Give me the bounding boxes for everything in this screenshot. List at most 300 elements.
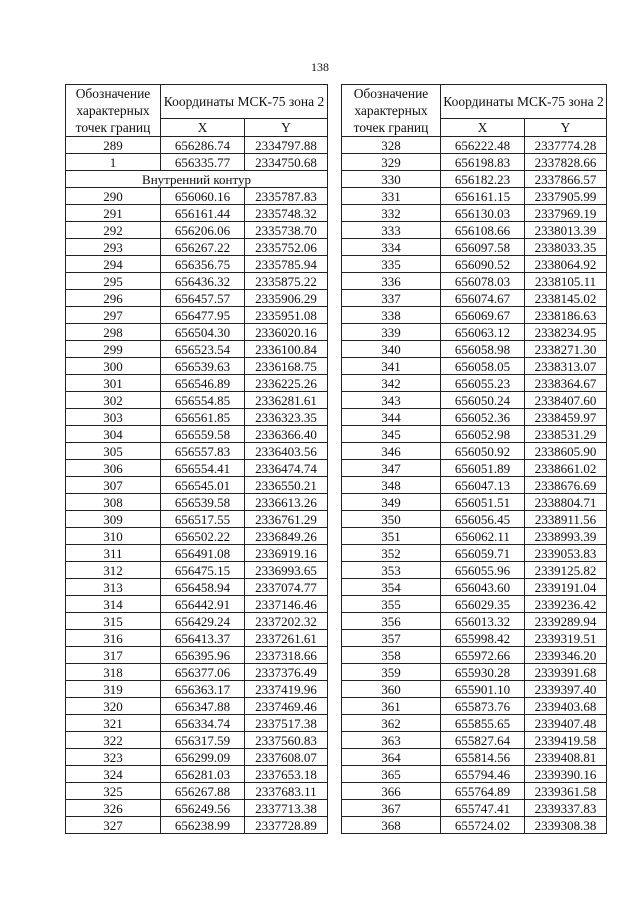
point-number: 359 xyxy=(342,664,441,681)
coord-x: 656457.57 xyxy=(161,290,245,307)
coord-x: 656317.59 xyxy=(161,732,245,749)
coord-y: 2335738.70 xyxy=(245,222,328,239)
point-number: 322 xyxy=(66,732,161,749)
coord-x: 656056.45 xyxy=(441,511,525,528)
point-number: 334 xyxy=(342,239,441,256)
point-number: 362 xyxy=(342,715,441,732)
point-number: 360 xyxy=(342,681,441,698)
coord-x: 655724.02 xyxy=(441,817,525,834)
table-row xyxy=(342,664,607,681)
coord-x: 656052.36 xyxy=(441,409,525,426)
coord-x: 656335.77 xyxy=(161,154,245,171)
point-number: 335 xyxy=(342,256,441,273)
point-number: 297 xyxy=(66,307,161,324)
coord-y: 2336919.16 xyxy=(245,545,328,562)
table-row xyxy=(342,239,607,256)
coord-x: 656047.13 xyxy=(441,477,525,494)
coord-x: 656198.83 xyxy=(441,154,525,171)
table-row xyxy=(342,205,607,222)
table-row xyxy=(66,256,328,273)
right-table-body xyxy=(342,137,607,834)
coord-x: 656475.15 xyxy=(161,562,245,579)
coord-x: 656413.37 xyxy=(161,630,245,647)
coord-x: 655747.41 xyxy=(441,800,525,817)
table-row xyxy=(66,528,328,545)
coord-x: 656458.94 xyxy=(161,579,245,596)
point-number: 354 xyxy=(342,579,441,596)
coord-x: 656429.24 xyxy=(161,613,245,630)
coord-x: 656539.63 xyxy=(161,358,245,375)
coord-x: 656050.24 xyxy=(441,392,525,409)
coord-y: 2337560.83 xyxy=(245,732,328,749)
table-row xyxy=(66,222,328,239)
table-row xyxy=(66,579,328,596)
table-row xyxy=(342,358,607,375)
table-row xyxy=(342,783,607,800)
point-number: 346 xyxy=(342,443,441,460)
point-number: 326 xyxy=(66,800,161,817)
table-row xyxy=(342,817,607,834)
coord-x: 656539.58 xyxy=(161,494,245,511)
point-number: 315 xyxy=(66,613,161,630)
coord-y: 2339391.68 xyxy=(525,664,607,681)
table-row xyxy=(342,681,607,698)
point-number: 306 xyxy=(66,460,161,477)
coord-x: 656267.88 xyxy=(161,783,245,800)
point-number: 299 xyxy=(66,341,161,358)
table-row xyxy=(66,137,328,154)
point-number: 303 xyxy=(66,409,161,426)
coord-y: 2339053.83 xyxy=(525,545,607,562)
table-row xyxy=(342,596,607,613)
coord-x: 656436.32 xyxy=(161,273,245,290)
coord-y: 2335748.32 xyxy=(245,205,328,222)
point-number: 290 xyxy=(66,188,161,205)
table-row xyxy=(66,426,328,443)
table-row xyxy=(66,630,328,647)
point-number: 291 xyxy=(66,205,161,222)
table-row xyxy=(66,154,328,171)
table-row xyxy=(66,409,328,426)
coord-x: 656051.51 xyxy=(441,494,525,511)
coord-x: 656545.01 xyxy=(161,477,245,494)
header-coordinates: Координаты МСК-75 зона 2 xyxy=(161,85,328,119)
point-number: 339 xyxy=(342,324,441,341)
point-number: 355 xyxy=(342,596,441,613)
table-row xyxy=(66,766,328,783)
point-number: 345 xyxy=(342,426,441,443)
coord-y: 2336168.75 xyxy=(245,358,328,375)
point-number: 357 xyxy=(342,630,441,647)
table-row xyxy=(342,273,607,290)
point-number: 323 xyxy=(66,749,161,766)
coord-y: 2335785.94 xyxy=(245,256,328,273)
table-row xyxy=(66,375,328,392)
table-row xyxy=(66,698,328,715)
coord-y: 2338407.60 xyxy=(525,392,607,409)
coord-x: 656097.58 xyxy=(441,239,525,256)
coord-x: 656078.03 xyxy=(441,273,525,290)
coord-x: 656055.23 xyxy=(441,375,525,392)
point-number: 311 xyxy=(66,545,161,562)
table-row xyxy=(66,341,328,358)
table-row xyxy=(66,307,328,324)
header-y: Y xyxy=(245,119,328,137)
point-number: 329 xyxy=(342,154,441,171)
coord-x: 656477.95 xyxy=(161,307,245,324)
coord-x: 656029.35 xyxy=(441,596,525,613)
point-number: 314 xyxy=(66,596,161,613)
coord-x: 656161.15 xyxy=(441,188,525,205)
coord-y: 2338364.67 xyxy=(525,375,607,392)
table-row xyxy=(66,664,328,681)
point-number: 310 xyxy=(66,528,161,545)
coord-x: 656050.92 xyxy=(441,443,525,460)
table-row xyxy=(342,324,607,341)
point-number: 365 xyxy=(342,766,441,783)
coord-x: 656052.98 xyxy=(441,426,525,443)
coord-x: 656249.56 xyxy=(161,800,245,817)
coord-y: 2337608.07 xyxy=(245,749,328,766)
coord-y: 2334797.88 xyxy=(245,137,328,154)
table-row xyxy=(342,154,607,171)
point-number: 353 xyxy=(342,562,441,579)
table-row xyxy=(342,307,607,324)
coord-x: 656299.09 xyxy=(161,749,245,766)
coord-y: 2338033.35 xyxy=(525,239,607,256)
coord-y: 2339337.83 xyxy=(525,800,607,817)
coord-y: 2335875.22 xyxy=(245,273,328,290)
point-number: 289 xyxy=(66,137,161,154)
coord-y: 2334750.68 xyxy=(245,154,328,171)
coord-y: 2338234.95 xyxy=(525,324,607,341)
coord-x: 655814.56 xyxy=(441,749,525,766)
table-row xyxy=(342,460,607,477)
table-row xyxy=(342,545,607,562)
coord-y: 2338313.07 xyxy=(525,358,607,375)
coord-y: 2337728.89 xyxy=(245,817,328,834)
page-number: 138 xyxy=(311,60,329,74)
coord-y: 2338145.02 xyxy=(525,290,607,307)
coord-x: 656058.05 xyxy=(441,358,525,375)
coord-x: 656267.22 xyxy=(161,239,245,256)
coord-y: 2339407.48 xyxy=(525,715,607,732)
point-number: 330 xyxy=(342,171,441,188)
coord-y: 2337713.38 xyxy=(245,800,328,817)
coord-y: 2336474.74 xyxy=(245,460,328,477)
coord-y: 2337905.99 xyxy=(525,188,607,205)
coord-y: 2336849.26 xyxy=(245,528,328,545)
coord-y: 2337419.96 xyxy=(245,681,328,698)
table-row xyxy=(342,562,607,579)
coord-x: 655794.46 xyxy=(441,766,525,783)
point-number: 361 xyxy=(342,698,441,715)
table-row xyxy=(66,749,328,766)
coord-y: 2339236.42 xyxy=(525,596,607,613)
table-row xyxy=(66,239,328,256)
coord-y: 2338993.39 xyxy=(525,528,607,545)
point-number: 351 xyxy=(342,528,441,545)
point-number: 343 xyxy=(342,392,441,409)
table-row xyxy=(66,800,328,817)
coord-x: 656055.96 xyxy=(441,562,525,579)
table-row xyxy=(342,409,607,426)
point-number: 367 xyxy=(342,800,441,817)
coord-x: 656281.03 xyxy=(161,766,245,783)
table-row xyxy=(342,579,607,596)
coord-x: 655855.65 xyxy=(441,715,525,732)
table-row xyxy=(342,171,607,188)
coord-y: 2336613.26 xyxy=(245,494,328,511)
table-row xyxy=(66,511,328,528)
coord-x: 656557.83 xyxy=(161,443,245,460)
coord-x: 656182.23 xyxy=(441,171,525,188)
point-number: 307 xyxy=(66,477,161,494)
table-row xyxy=(342,766,607,783)
table-row xyxy=(342,137,607,154)
coord-x: 656559.58 xyxy=(161,426,245,443)
point-number: 344 xyxy=(342,409,441,426)
point-number: 317 xyxy=(66,647,161,664)
point-number: 320 xyxy=(66,698,161,715)
coord-x: 655901.10 xyxy=(441,681,525,698)
header-designation: Обозначение характерных точек границ xyxy=(66,85,161,137)
table-row xyxy=(66,545,328,562)
point-number: 302 xyxy=(66,392,161,409)
point-number: 292 xyxy=(66,222,161,239)
point-number: 321 xyxy=(66,715,161,732)
point-number: 340 xyxy=(342,341,441,358)
coord-y: 2337969.19 xyxy=(525,205,607,222)
coord-y: 2336020.16 xyxy=(245,324,328,341)
coord-y: 2339419.58 xyxy=(525,732,607,749)
coord-y: 2335906.29 xyxy=(245,290,328,307)
coordinates-table-right xyxy=(341,84,607,834)
coord-y: 2336993.65 xyxy=(245,562,328,579)
coord-y: 2338105.11 xyxy=(525,273,607,290)
coord-x: 656222.48 xyxy=(441,137,525,154)
coord-y: 2338531.29 xyxy=(525,426,607,443)
coord-x: 656074.67 xyxy=(441,290,525,307)
coord-x: 655873.76 xyxy=(441,698,525,715)
table-row xyxy=(66,613,328,630)
coord-y: 2338186.63 xyxy=(525,307,607,324)
point-number: 332 xyxy=(342,205,441,222)
table-row xyxy=(66,188,328,205)
coord-y: 2337774.28 xyxy=(525,137,607,154)
coord-y: 2337261.61 xyxy=(245,630,328,647)
table-row xyxy=(66,647,328,664)
table-row xyxy=(342,715,607,732)
table-row xyxy=(66,392,328,409)
coord-y: 2339319.51 xyxy=(525,630,607,647)
header-designation: Обозначение характерных точек границ xyxy=(342,85,441,137)
coord-x: 656108.66 xyxy=(441,222,525,239)
point-number: 300 xyxy=(66,358,161,375)
coord-x: 656334.74 xyxy=(161,715,245,732)
coord-x: 656058.98 xyxy=(441,341,525,358)
coord-x: 656377.06 xyxy=(161,664,245,681)
point-number: 338 xyxy=(342,307,441,324)
left-table-body xyxy=(66,137,328,834)
table-row xyxy=(342,647,607,664)
coord-x: 656238.99 xyxy=(161,817,245,834)
point-number: 364 xyxy=(342,749,441,766)
table-row xyxy=(66,783,328,800)
coord-y: 2337376.49 xyxy=(245,664,328,681)
header-coordinates: Координаты МСК-75 зона 2 xyxy=(441,85,607,119)
coord-x: 655972.66 xyxy=(441,647,525,664)
table-row xyxy=(342,222,607,239)
coord-y: 2337146.46 xyxy=(245,596,328,613)
point-number: 347 xyxy=(342,460,441,477)
coord-x: 655827.64 xyxy=(441,732,525,749)
coord-y: 2335787.83 xyxy=(245,188,328,205)
table-row xyxy=(342,494,607,511)
coordinates-table-left xyxy=(65,84,328,834)
coord-x: 656130.03 xyxy=(441,205,525,222)
coord-y: 2336323.35 xyxy=(245,409,328,426)
table-row xyxy=(66,358,328,375)
point-number: 331 xyxy=(342,188,441,205)
coord-y: 2337828.66 xyxy=(525,154,607,171)
table-row xyxy=(342,443,607,460)
coord-y: 2336225.26 xyxy=(245,375,328,392)
coord-x: 656060.16 xyxy=(161,188,245,205)
coord-y: 2339191.04 xyxy=(525,579,607,596)
table-row xyxy=(342,528,607,545)
table-row xyxy=(342,477,607,494)
point-number: 352 xyxy=(342,545,441,562)
coord-x: 656069.67 xyxy=(441,307,525,324)
point-number: 296 xyxy=(66,290,161,307)
table-row xyxy=(342,732,607,749)
coord-y: 2339289.94 xyxy=(525,613,607,630)
point-number: 333 xyxy=(342,222,441,239)
section-label: Внутренний контур xyxy=(66,171,328,188)
table-row xyxy=(66,715,328,732)
point-number: 295 xyxy=(66,273,161,290)
table-row xyxy=(66,732,328,749)
table-row xyxy=(342,749,607,766)
coord-x: 656504.30 xyxy=(161,324,245,341)
section-row xyxy=(66,171,328,188)
coord-y: 2337074.77 xyxy=(245,579,328,596)
coord-x: 656090.52 xyxy=(441,256,525,273)
coord-y: 2338064.92 xyxy=(525,256,607,273)
point-number: 358 xyxy=(342,647,441,664)
coord-x: 656051.89 xyxy=(441,460,525,477)
coord-x: 655930.28 xyxy=(441,664,525,681)
table-row xyxy=(342,375,607,392)
coord-y: 2337866.57 xyxy=(525,171,607,188)
coord-x: 656347.88 xyxy=(161,698,245,715)
coord-y: 2338911.56 xyxy=(525,511,607,528)
coord-x: 655998.42 xyxy=(441,630,525,647)
point-number: 318 xyxy=(66,664,161,681)
table-row xyxy=(342,426,607,443)
point-number: 350 xyxy=(342,511,441,528)
coord-y: 2337517.38 xyxy=(245,715,328,732)
coord-y: 2336366.40 xyxy=(245,426,328,443)
coord-y: 2339390.16 xyxy=(525,766,607,783)
coord-y: 2338013.39 xyxy=(525,222,607,239)
coord-x: 656063.12 xyxy=(441,324,525,341)
table-row xyxy=(66,817,328,834)
table-row xyxy=(342,256,607,273)
coord-y: 2336281.61 xyxy=(245,392,328,409)
table-row xyxy=(66,205,328,222)
point-number: 308 xyxy=(66,494,161,511)
header-x: X xyxy=(441,119,525,137)
table-row xyxy=(342,341,607,358)
point-number: 328 xyxy=(342,137,441,154)
point-number: 336 xyxy=(342,273,441,290)
coord-y: 2339361.58 xyxy=(525,783,607,800)
table-row xyxy=(66,596,328,613)
header-y: Y xyxy=(525,119,607,137)
point-number: 363 xyxy=(342,732,441,749)
table-row xyxy=(342,630,607,647)
coord-x: 656523.54 xyxy=(161,341,245,358)
coord-y: 2337318.66 xyxy=(245,647,328,664)
coord-x: 655764.89 xyxy=(441,783,525,800)
point-number: 319 xyxy=(66,681,161,698)
point-number: 1 xyxy=(66,154,161,171)
coord-x: 656554.41 xyxy=(161,460,245,477)
table-row xyxy=(342,800,607,817)
coord-y: 2338676.69 xyxy=(525,477,607,494)
coord-x: 656161.44 xyxy=(161,205,245,222)
coord-x: 656546.89 xyxy=(161,375,245,392)
table-row xyxy=(342,392,607,409)
point-number: 348 xyxy=(342,477,441,494)
point-number: 325 xyxy=(66,783,161,800)
coord-y: 2339125.82 xyxy=(525,562,607,579)
coord-y: 2338271.30 xyxy=(525,341,607,358)
coord-x: 656502.22 xyxy=(161,528,245,545)
point-number: 298 xyxy=(66,324,161,341)
point-number: 349 xyxy=(342,494,441,511)
coord-y: 2338661.02 xyxy=(525,460,607,477)
table-row xyxy=(66,494,328,511)
coord-y: 2339403.68 xyxy=(525,698,607,715)
coord-x: 656554.85 xyxy=(161,392,245,409)
coord-x: 656517.55 xyxy=(161,511,245,528)
coord-y: 2337653.18 xyxy=(245,766,328,783)
point-number: 294 xyxy=(66,256,161,273)
coord-y: 2337469.46 xyxy=(245,698,328,715)
point-number: 305 xyxy=(66,443,161,460)
coord-y: 2337202.32 xyxy=(245,613,328,630)
coord-y: 2338804.71 xyxy=(525,494,607,511)
point-number: 366 xyxy=(342,783,441,800)
coord-x: 656356.75 xyxy=(161,256,245,273)
coord-x: 656442.91 xyxy=(161,596,245,613)
coord-y: 2337683.11 xyxy=(245,783,328,800)
table-row xyxy=(342,188,607,205)
coord-x: 656561.85 xyxy=(161,409,245,426)
coord-x: 656286.74 xyxy=(161,137,245,154)
table-row xyxy=(342,698,607,715)
coord-y: 2338459.97 xyxy=(525,409,607,426)
point-number: 368 xyxy=(342,817,441,834)
table-row xyxy=(66,460,328,477)
coord-y: 2336550.21 xyxy=(245,477,328,494)
table-row xyxy=(342,290,607,307)
coord-y: 2336403.56 xyxy=(245,443,328,460)
coord-y: 2335752.06 xyxy=(245,239,328,256)
